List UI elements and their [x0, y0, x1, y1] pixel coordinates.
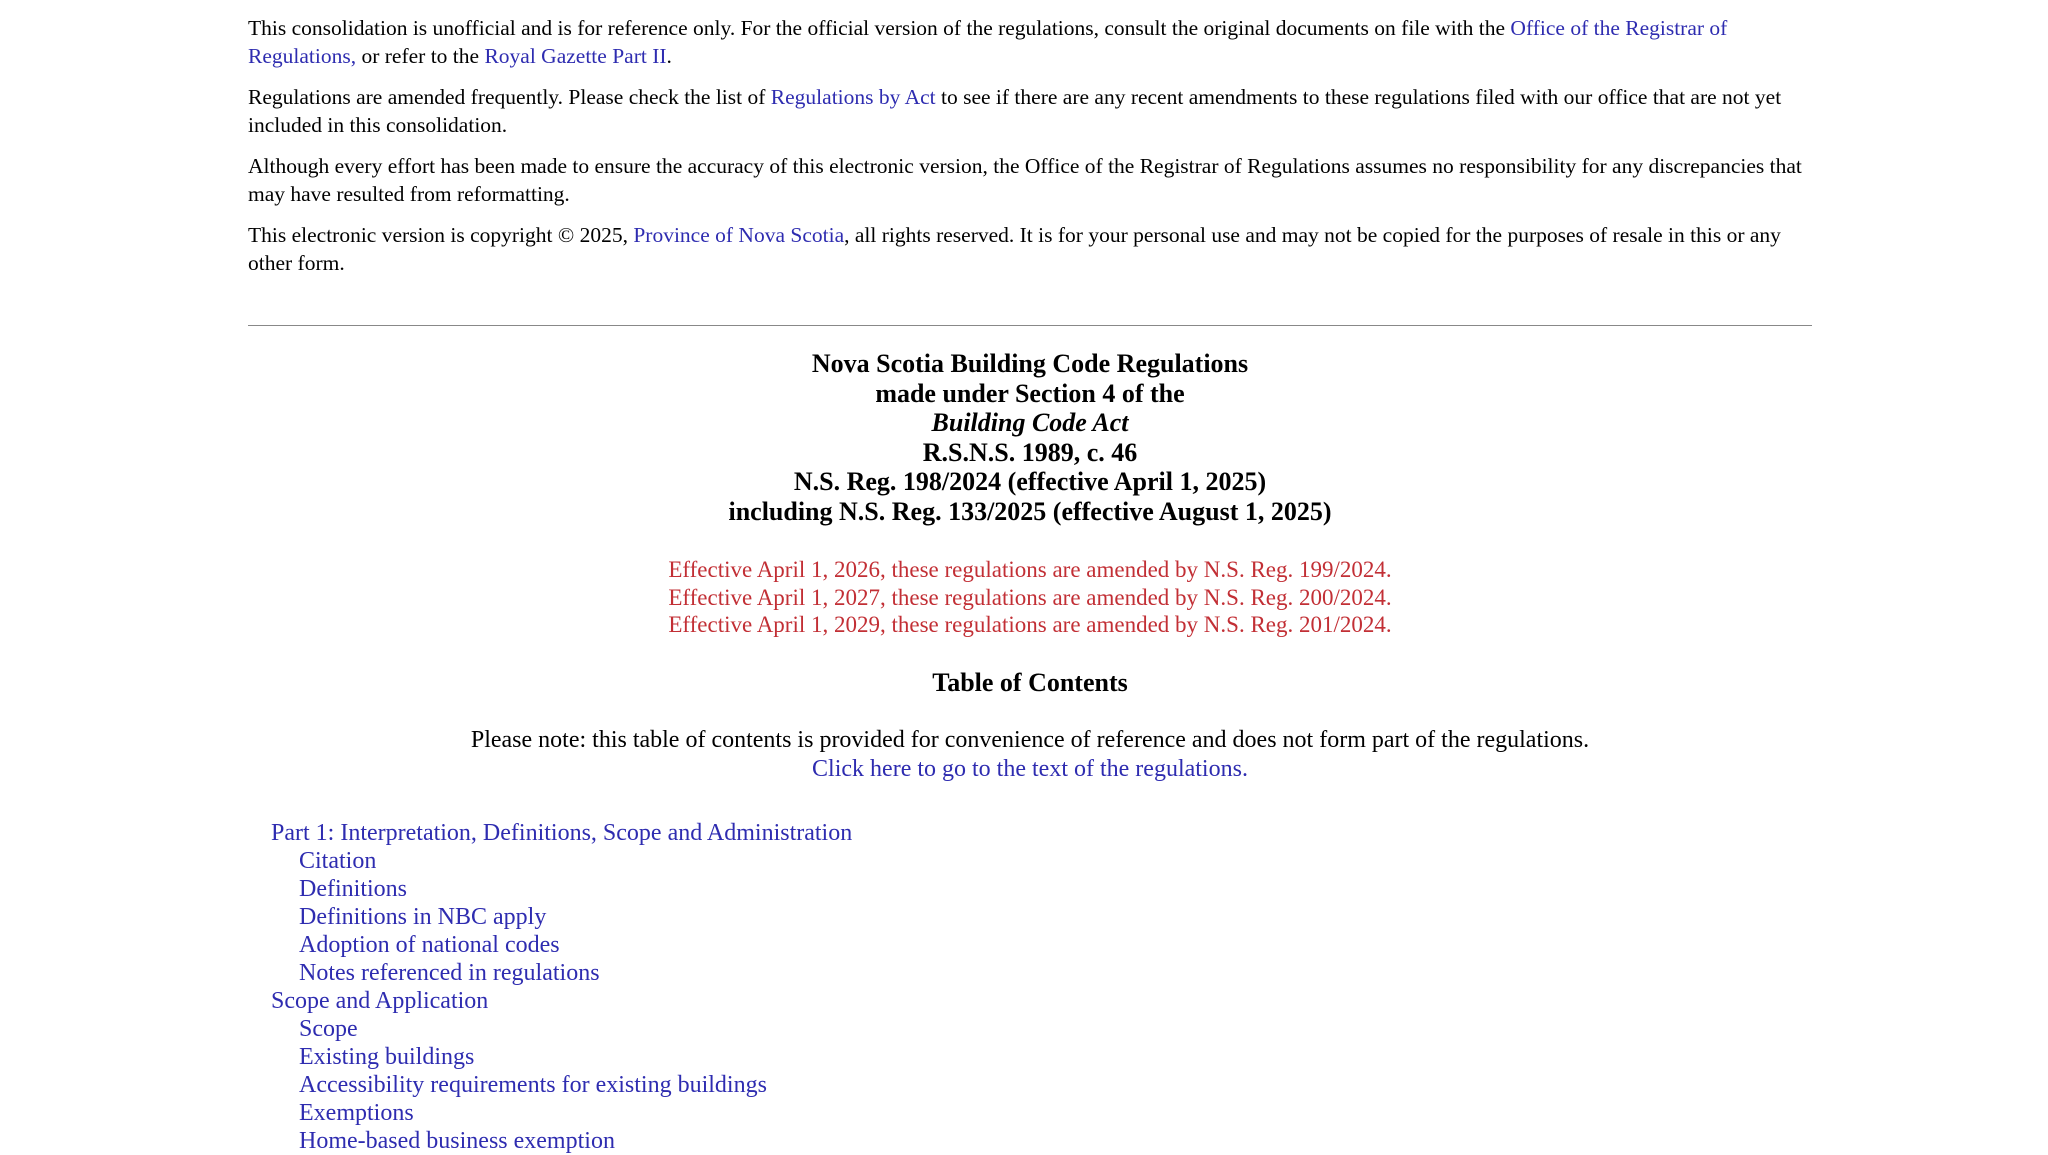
toc-item-scope [248, 1015, 1812, 1043]
toc-link-adoption-national-codes[interactable]: Adoption of national codes [299, 931, 560, 958]
toc-link-definitions-nbc[interactable]: Definitions in NBC apply [299, 903, 547, 930]
toc-link-citation[interactable]: Citation [299, 847, 377, 874]
toc-note-block [248, 726, 1812, 784]
doc-title-line-4: R.S.N.S. 1989, c. 46 [922, 437, 1138, 467]
p3-text: Although every effort has been made to ensure the accuracy of this electronic version, the Office of the Registrar of Regulations assumes no responsibility for any discrepancies that may have resulted from reformatting. [248, 154, 1802, 206]
copyright-paragraph [248, 221, 1812, 277]
amendment-notice-2: Effective April 1, 2027, these regulations are amended by N.S. Reg. 200/2024. [668, 584, 1392, 610]
royal-gazette-link[interactable]: Royal Gazette Part II [484, 44, 667, 68]
disclaimer-paragraph-2 [248, 83, 1812, 139]
toc-link-existing-buildings[interactable]: Existing buildings [299, 1043, 475, 1070]
doc-title-line-5: N.S. Reg. 198/2024 (effective April 1, 2025) [793, 467, 1267, 496]
toc-item-adoption-national-codes [248, 931, 1812, 959]
toc-item-citation [248, 847, 1812, 875]
disclaimer-paragraph-3 [248, 152, 1812, 208]
toc-heading: Table of Contents [932, 667, 1128, 697]
regulations-by-act-link[interactable]: Regulations by Act [770, 85, 936, 109]
amendment-notices [248, 556, 1812, 639]
doc-title-line-2: made under Section 4 of the [875, 378, 1185, 408]
toc-item-home-based-business [248, 1127, 1812, 1155]
toc-note-link-line [248, 755, 1812, 784]
toc-link-part-1[interactable]: Part 1: Interpretation, Definitions, Scope and Administration [271, 819, 853, 846]
province-of-nova-scotia-link[interactable]: Province of Nova Scotia [633, 223, 845, 247]
toc-item-definitions-nbc [248, 903, 1812, 931]
divider [248, 325, 1812, 326]
toc-note: Please note: this table of contents is provided for convenience of reference and does not form part of the regulations. [470, 726, 1590, 753]
toc-item-definitions [248, 875, 1812, 903]
toc-item-notes-referenced [248, 959, 1812, 987]
p4-text-pre: This electronic version is copyright © 2025, [248, 223, 634, 247]
toc-link-accessibility-requirements[interactable]: Accessibility requirements for existing buildings [299, 1071, 767, 1098]
toc-item-existing-buildings [248, 1043, 1812, 1071]
toc-link-exemptions[interactable]: Exemptions [299, 1099, 414, 1126]
toc-item-accessibility-requirements [248, 1071, 1812, 1099]
toc-link-definitions[interactable]: Definitions [299, 875, 407, 902]
p4-text-post: , all rights reserved. It is for your personal use and may not be copied for the purposes of resale in this or any other form. [248, 223, 1781, 275]
amendment-notice-1: Effective April 1, 2026, these regulations are amended by N.S. Reg. 199/2024. [668, 557, 1392, 582]
p1-text-post: . [666, 44, 672, 68]
toc-link-scope-and-application[interactable]: Scope and Application [271, 987, 489, 1014]
p1-text-pre: This consolidation is unofficial and is for reference only. For the official version of the regulations, consult the original documents on file with the [248, 16, 1511, 40]
toc-item-exemptions [248, 1099, 1812, 1127]
title-block [248, 349, 1812, 526]
disclaimer-paragraph-1 [248, 14, 1812, 70]
registrar-of-regulations-link[interactable]: Office of the Registrar of Regulations, [248, 16, 1728, 68]
act-title: Building Code Act [931, 408, 1129, 437]
p2-text-post: to see if there are any recent amendments to these regulations filed with our office that are not yet included in this consolidation. [248, 85, 1782, 137]
toc-item-part-1 [248, 819, 1812, 847]
doc-title-line-6: including N.S. Reg. 133/2025 (effective August 1, 2025) [728, 496, 1332, 526]
table-of-contents [248, 819, 1812, 1155]
toc-item-scope-and-application [248, 987, 1812, 1015]
p2-text-pre: Regulations are amended frequently. Please check the list of [248, 85, 771, 109]
go-to-regulations-text-link[interactable]: Click here to go to the text of the regulations. [812, 755, 1248, 782]
doc-title-line-1: Nova Scotia Building Code Regulations [811, 349, 1249, 378]
toc-link-home-based-business[interactable]: Home-based business exemption [299, 1127, 615, 1154]
p1-text-mid: or refer to the [356, 44, 485, 68]
amendment-notice-3: Effective April 1, 2029, these regulations are amended by N.S. Reg. 201/2024. [668, 612, 1392, 637]
toc-link-notes-referenced[interactable]: Notes referenced in regulations [299, 959, 600, 986]
toc-link-scope[interactable]: Scope [299, 1015, 358, 1042]
